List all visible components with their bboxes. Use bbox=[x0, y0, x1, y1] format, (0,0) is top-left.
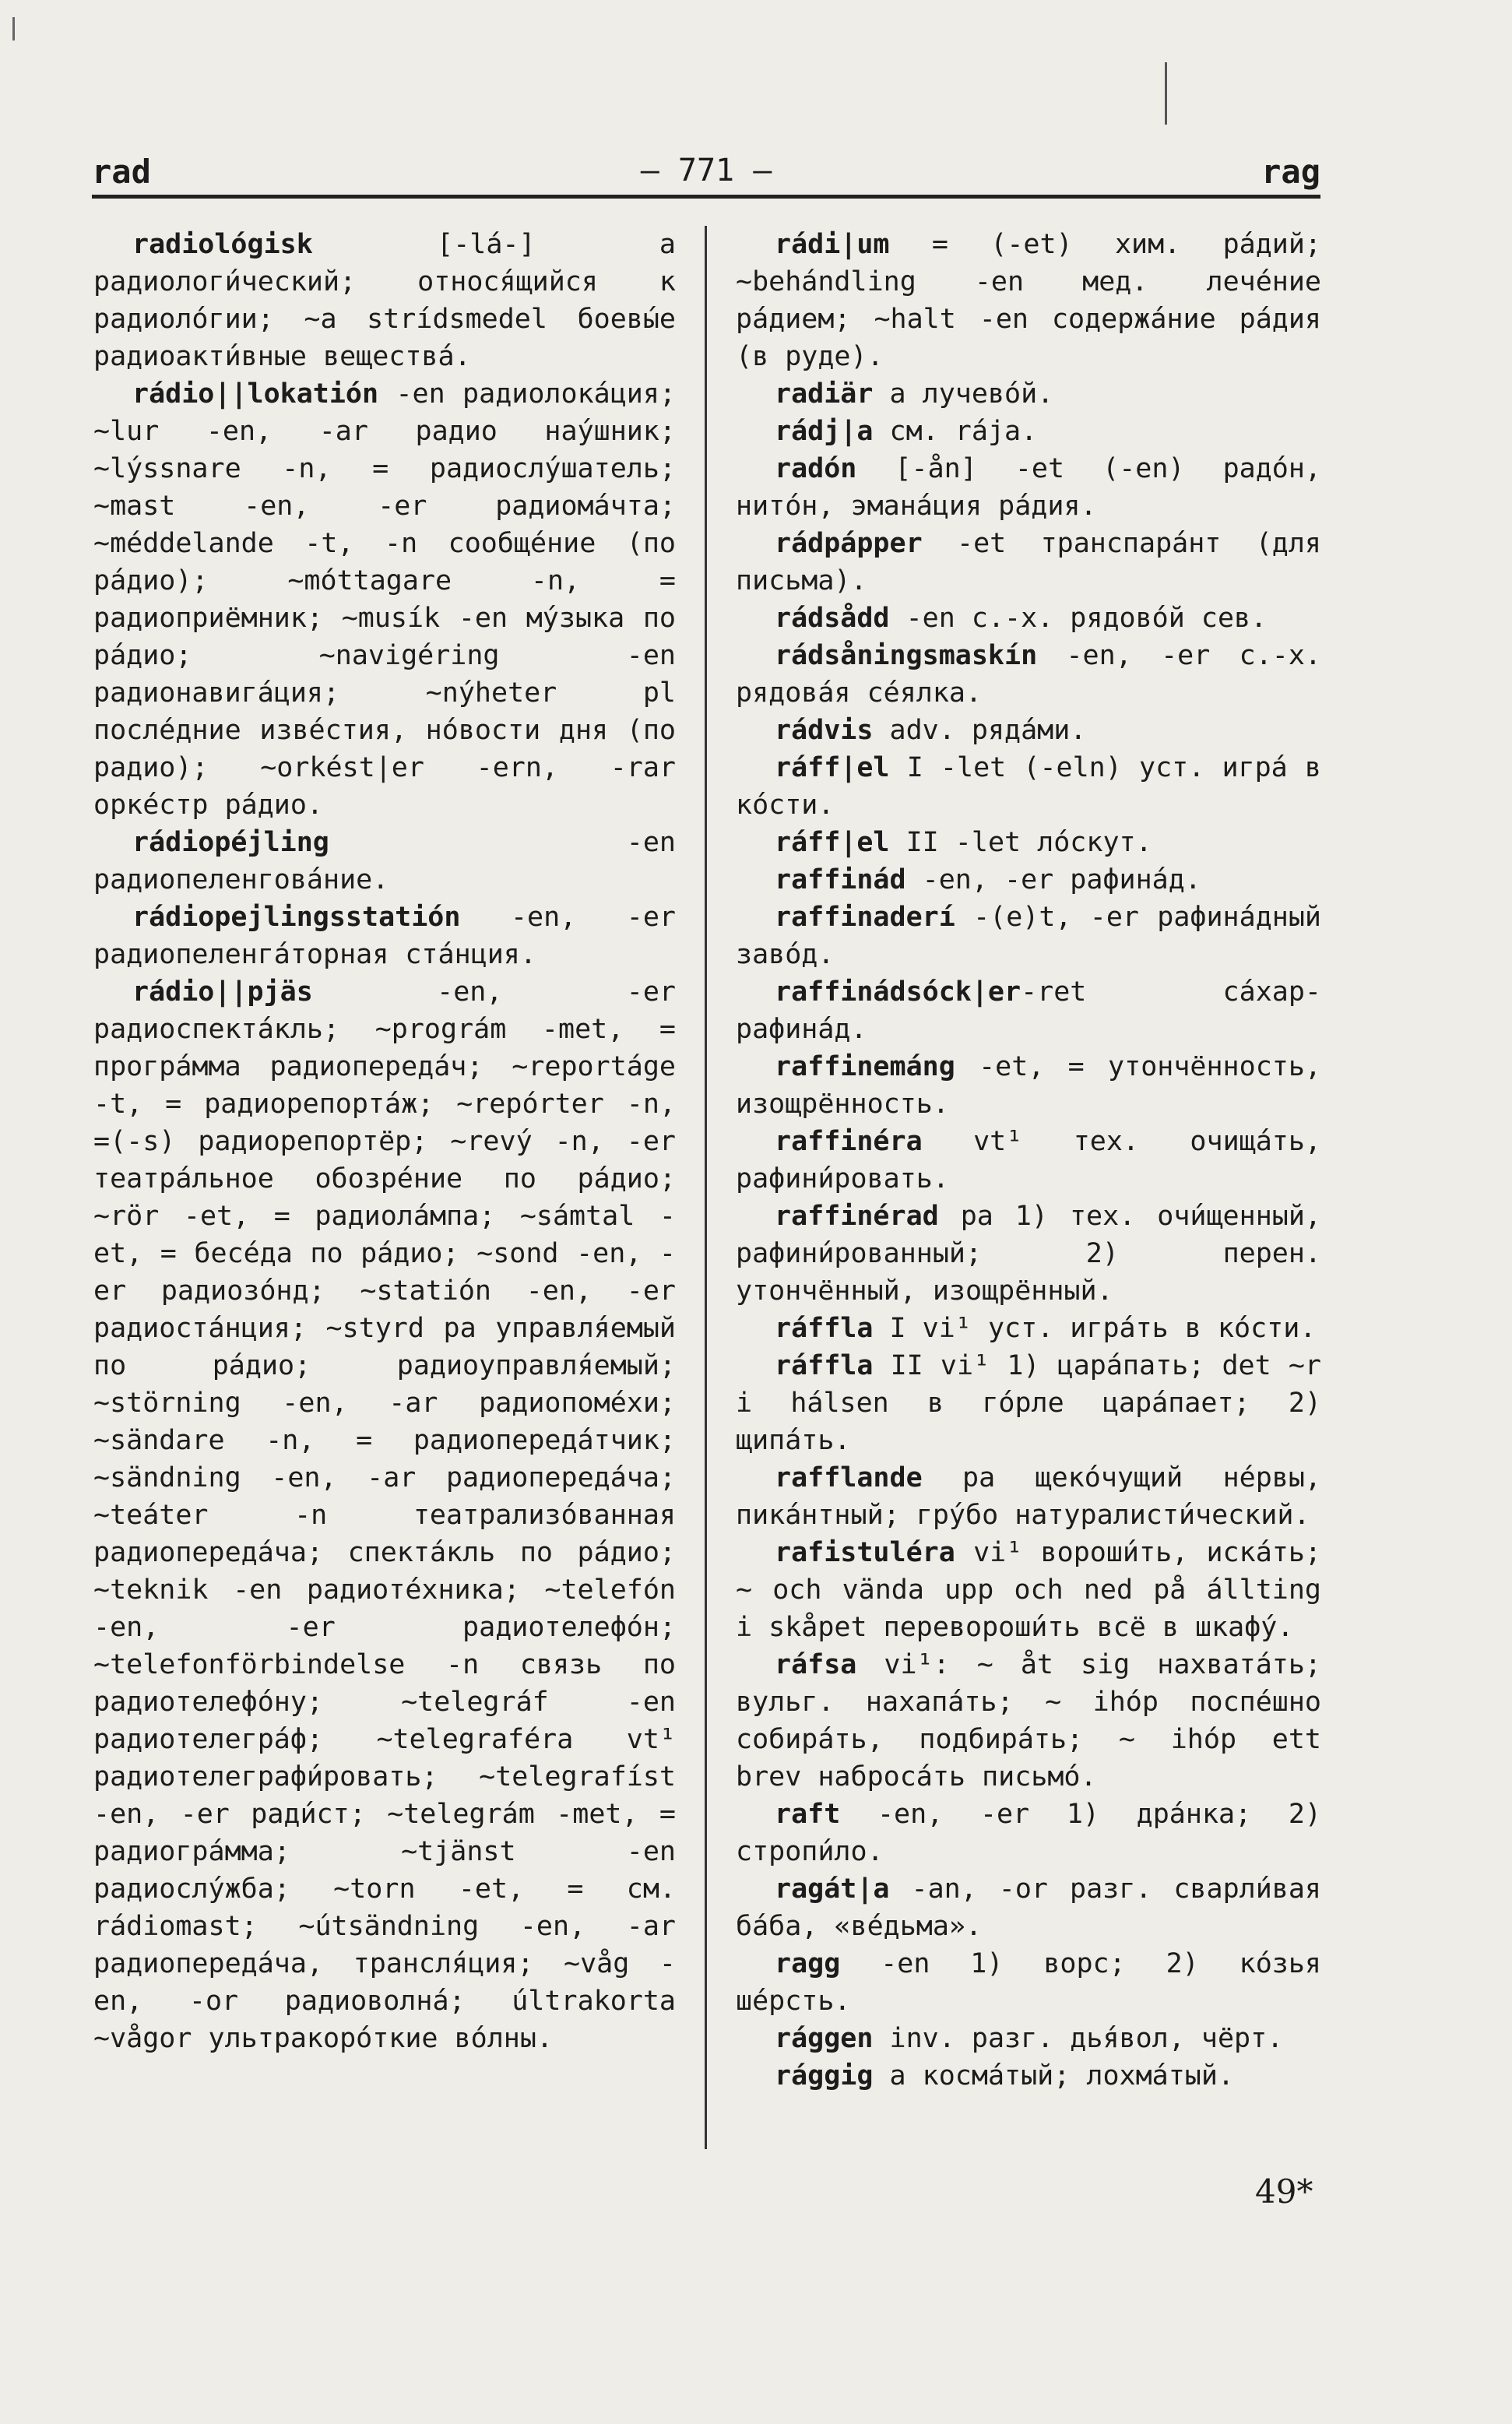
dictionary-entry bbox=[736, 525, 1321, 600]
headword: raft bbox=[775, 1799, 841, 1830]
entry-definition: а лучево́й. bbox=[873, 378, 1054, 410]
header-rule bbox=[92, 195, 1320, 199]
dictionary-entry bbox=[736, 1796, 1321, 1870]
dictionary-entry bbox=[736, 375, 1321, 413]
dictionary-entry bbox=[736, 2057, 1321, 2095]
dictionary-entry bbox=[736, 1459, 1321, 1534]
dictionary-entry bbox=[93, 973, 676, 2057]
headword: rádiopéjling bbox=[132, 827, 329, 858]
dictionary-entry bbox=[736, 1534, 1321, 1646]
headword: rádpápper bbox=[775, 528, 923, 559]
headword: raffinéra bbox=[775, 1126, 923, 1157]
dictionary-entry bbox=[736, 824, 1321, 861]
headword: raffinaderí bbox=[775, 902, 955, 933]
page-number: — 771 — bbox=[640, 153, 772, 188]
dictionary-entry bbox=[93, 824, 676, 899]
headword: rádi|um bbox=[775, 229, 890, 260]
headword: rafistuléra bbox=[775, 1537, 955, 1568]
dictionary-entry bbox=[736, 226, 1321, 375]
entry-definition: [-lá-] а радиологи́ческий; относя́щийся к радиоло́гии; ~a strídsmedel боевы́е радиоакти́вные вещества́. bbox=[93, 229, 676, 372]
entry-definition: vt¹ тех. очища́ть, рафини́ровать. bbox=[736, 1126, 1321, 1194]
entry-definition: vi¹: ~ åt sig нахвата́ть; вульг. нахапа́ть; ~ ihóp поспе́шно собира́ть, подбира́ть; ~ ihóp ett brev наброса́ть письмо́. bbox=[736, 1649, 1321, 1792]
entry-definition: -en 1) ворс; 2) ко́зья ше́рсть. bbox=[736, 1948, 1321, 2017]
headword: ragát|a bbox=[775, 1873, 890, 1905]
entry-definition: см. rája. bbox=[873, 416, 1038, 447]
dictionary-entry bbox=[736, 413, 1321, 450]
headword: rafflande bbox=[775, 1462, 923, 1493]
scan-mark bbox=[1165, 62, 1167, 125]
headword: ráffla bbox=[775, 1313, 874, 1344]
headword: rággen bbox=[775, 2023, 874, 2054]
headword: rádio||pjäs bbox=[132, 976, 313, 1008]
dictionary-entry bbox=[736, 899, 1321, 973]
scan-mark bbox=[12, 17, 15, 40]
dictionary-entry bbox=[736, 1310, 1321, 1347]
entry-definition: = (-et) хим. ра́дий; ~behándling -en мед. лече́ние ра́дием; ~halt -en содержа́ние ра́дия (в руде). bbox=[736, 229, 1321, 372]
headword: rádj|a bbox=[775, 416, 874, 447]
entry-definition: -(e)t, -er рафина́дный заво́д. bbox=[736, 902, 1321, 970]
dictionary-entry bbox=[736, 2020, 1321, 2057]
left-column bbox=[93, 226, 676, 2057]
left-guide-word: rad bbox=[92, 153, 151, 191]
dictionary-entry bbox=[93, 375, 676, 824]
dictionary-entry bbox=[736, 1048, 1321, 1123]
headword: rádsåningsmaskín bbox=[775, 640, 1038, 671]
entry-definition: -en, -er с.-х. рядова́я се́ялка. bbox=[736, 640, 1321, 709]
headword: rádsådd bbox=[775, 603, 890, 634]
dictionary-entry bbox=[736, 1347, 1321, 1459]
entry-definition: II -let ло́скут. bbox=[889, 827, 1152, 858]
dictionary-entry bbox=[736, 1646, 1321, 1796]
dictionary-entry bbox=[736, 973, 1321, 1048]
headword: ráffla bbox=[775, 1350, 874, 1381]
headword: rádio||lokatión bbox=[132, 378, 379, 410]
entry-definition: I -let (-eln) уст. игра́ в ко́сти. bbox=[736, 752, 1321, 821]
dictionary-entry bbox=[736, 600, 1321, 637]
headword: raffinérad bbox=[775, 1201, 939, 1232]
headword: rádvis bbox=[775, 715, 874, 746]
entry-definition: vi¹ вороши́ть, иска́ть; ~ och vända upp och ned på állting i skåpet перевороши́ть всё в шкафу́. bbox=[736, 1537, 1321, 1643]
entry-definition: -ret са́хар-рафина́д. bbox=[736, 976, 1321, 1045]
running-header bbox=[92, 148, 1320, 195]
entry-definition: adv. ряда́ми. bbox=[873, 715, 1087, 746]
entry-definition: -en радиопеленгова́ние. bbox=[93, 827, 676, 895]
headword: ráff|el bbox=[775, 827, 890, 858]
headword: raffinemáng bbox=[775, 1051, 955, 1082]
headword: radiológisk bbox=[132, 229, 313, 260]
dictionary-entry bbox=[736, 1945, 1321, 2020]
headword: raffinádsóck|er bbox=[775, 976, 1021, 1008]
headword: rággig bbox=[775, 2060, 874, 2092]
entry-definition: -en радиолока́ция; ~lur -en, -ar радио нау́шник; ~lýssnare -n, = радиослу́шатель; ~mast -en, -er радиома́чта; ~méddelande -t, -n сообще́ние (по ра́дио); ~móttagare -n, = радиоприёмник; ~musík -en му́зыка по ра́дио; ~navigéring -en радионавига́ция; ~nýheter pl после́дние изве́стия, но́вости дня (по радио); ~orkést|er -ern, -rar орке́стр ра́дио. bbox=[93, 378, 676, 821]
entry-definition: -en с.-х. рядово́й сев. bbox=[889, 603, 1268, 634]
entry-definition: pa щеко́чущий не́рвы, пика́нтный; гру́бо натуралисти́ческий. bbox=[736, 1462, 1321, 1531]
dictionary-entry bbox=[736, 749, 1321, 824]
entry-definition: pa 1) тех. очи́щенный, рафини́рованный; 2) перен. утончённый, изощрённый. bbox=[736, 1201, 1321, 1307]
right-column bbox=[736, 226, 1321, 2095]
dictionary-entry bbox=[736, 450, 1321, 525]
entry-definition: -en, -er радиопеленга́торная ста́нция. bbox=[93, 902, 676, 970]
dictionary-entry bbox=[736, 1198, 1321, 1310]
headword: ráff|el bbox=[775, 752, 890, 783]
headword: raffinád bbox=[775, 864, 906, 895]
headword: radiär bbox=[775, 378, 874, 410]
entry-definition: -en, -er радиоспекта́кль; ~prográm -met, = програ́мма радиопереда́ч; ~reportáge -t, = радиорепорта́ж; ~repórter -n, =(-s) радиорепортёр; ~revý -n, -er театра́льное обозре́ние по ра́дио; ~rör -et, = радиола́мпа; ~sámtal -et, = бесе́да по ра́дио; ~sond -en, -er радиозо́нд; ~statión -en, -er радиоста́нция; ~styrd pa управля́емый по ра́дио; радиоуправля́емый; ~störning -en, -ar радиопоме́хи; ~sändare -n, = радиопереда́тчик; ~sändning -en, -ar радиопереда́ча; ~teáter -n театрализо́ванная радиопереда́ча; спекта́кль по ра́дио; ~teknik -en радиоте́хника; ~telefón -en, -er радиотелефо́н; ~telefonförbindelse -n связь по радиотелефо́ну; ~telegráf -en радиотелегра́ф; ~telegraféra vt¹ радиотелеграфи́ровать; ~telegrafíst -en, -er ради́ст; ~telegrám -met, = радиогра́мма; ~tjänst -en радиослу́жба; ~torn -et, = см. rádiomast; ~útsändning -en, -ar радиопереда́ча, трансля́ция; ~våg -en, -or радиоволна́; últrakorta ~vågor ультракоро́ткие во́лны. bbox=[93, 976, 676, 2054]
right-guide-word: rag bbox=[1261, 153, 1320, 191]
entry-definition: I vi¹ уст. игра́ть в ко́сти. bbox=[873, 1313, 1317, 1344]
signature-mark: 49* bbox=[1255, 2172, 1313, 2211]
dictionary-entry bbox=[93, 226, 676, 375]
headword: radón bbox=[775, 453, 857, 484]
headword: ráfsa bbox=[775, 1649, 857, 1680]
entry-definition: inv. разг. дья́вол, чёрт. bbox=[873, 2023, 1284, 2054]
headword: rádiopejlingsstatión bbox=[132, 902, 461, 933]
headword: ragg bbox=[775, 1948, 841, 1979]
dictionary-entry bbox=[736, 712, 1321, 749]
dictionary-entry bbox=[736, 1870, 1321, 1945]
entry-definition: -an, -or разг. сварли́вая ба́ба, «ве́дьма». bbox=[736, 1873, 1321, 1942]
dictionary-entry bbox=[736, 1123, 1321, 1198]
entry-definition: II vi¹ 1) цара́пать; det ~r i hálsen в го́рле цара́пает; 2) щипа́ть. bbox=[736, 1350, 1321, 1456]
entry-definition: -en, -er рафина́д. bbox=[905, 864, 1201, 895]
dictionary-entry bbox=[736, 861, 1321, 899]
dictionary-entry bbox=[93, 899, 676, 973]
entry-definition: -et, = утончённость, изощрённость. bbox=[736, 1051, 1321, 1120]
entry-definition: -et транспара́нт (для письма). bbox=[736, 528, 1321, 596]
column-divider bbox=[705, 226, 707, 2149]
entry-definition: -en, -er 1) дра́нка; 2) стропи́ло. bbox=[736, 1799, 1321, 1867]
dictionary-entry bbox=[736, 637, 1321, 712]
entry-definition: [-ån] -et (-en) радо́н, нито́н, эмана́ция ра́дия. bbox=[736, 453, 1321, 522]
entry-definition: а косма́тый; лохма́тый. bbox=[873, 2060, 1235, 2092]
